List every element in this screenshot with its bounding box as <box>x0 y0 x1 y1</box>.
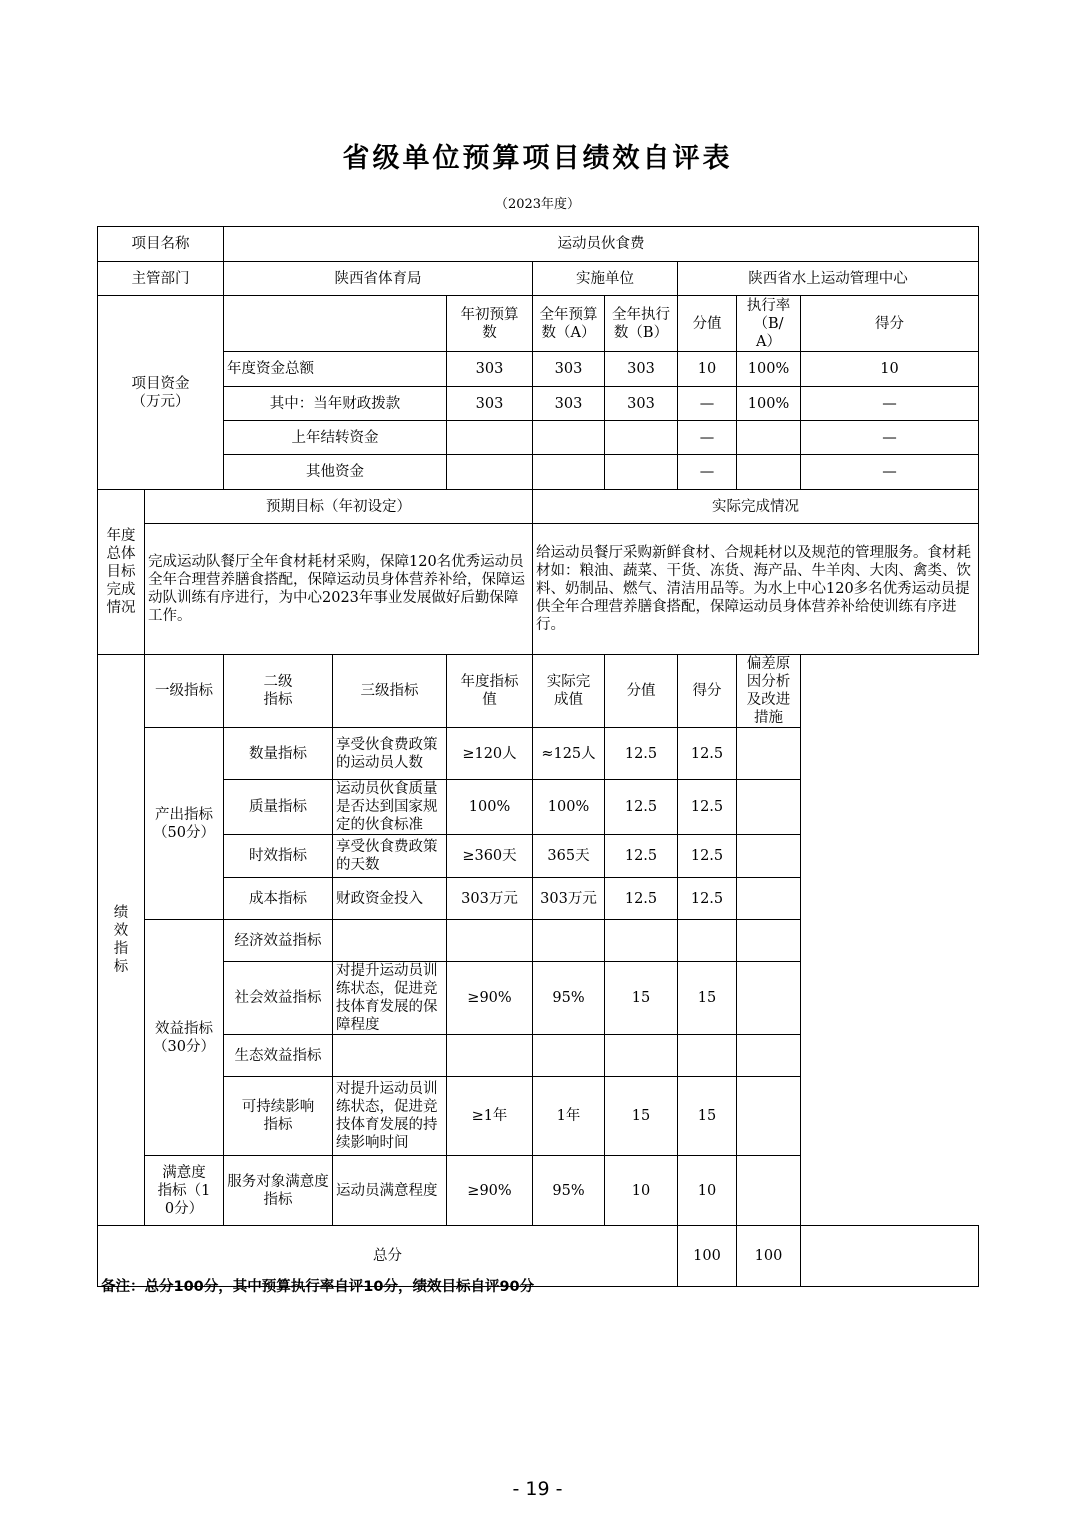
row-level2: 时效指标 <box>224 835 333 878</box>
funds-row-initial <box>447 421 533 455</box>
goals-label: 年度总体目标完成情况 <box>98 490 145 655</box>
funds-row-rate: 100% <box>737 352 801 387</box>
row-actual <box>533 920 605 962</box>
row-actual: 365天 <box>533 835 605 878</box>
funds-row <box>98 421 979 455</box>
funds-header-annual: 全年预算数（A） <box>533 296 605 352</box>
header-level3: 三级指标 <box>333 655 447 728</box>
row-reason <box>737 962 801 1035</box>
row-actual: 1年 <box>533 1077 605 1156</box>
indicator-row <box>98 1077 979 1156</box>
indicators-label: 绩效指标 <box>98 655 145 1226</box>
funds-row-name: 其他资金 <box>224 455 447 490</box>
row-level2: 质量指标 <box>224 780 333 835</box>
year-subtitle: （2023年度） <box>494 197 581 212</box>
evaluation-table <box>97 226 979 1287</box>
funds-row-score-value: — <box>678 455 737 490</box>
total-reason <box>801 1226 979 1287</box>
funds-row <box>98 352 979 387</box>
row-target <box>447 920 533 962</box>
funds-header-initial: 年初预算数 <box>447 296 533 352</box>
funds-row-annual <box>533 455 605 490</box>
row-target: ≥360天 <box>447 835 533 878</box>
row-reason <box>737 780 801 835</box>
row-level2: 社会效益指标 <box>224 962 333 1035</box>
header-reason: 偏差原因分析及改进措施 <box>737 655 801 728</box>
funds-row-score-value: 10 <box>678 352 737 387</box>
funds-row-score: 10 <box>801 352 979 387</box>
row-actual: 95% <box>533 1156 605 1226</box>
row-reason <box>737 1156 801 1226</box>
department-row <box>98 262 979 296</box>
header-level1: 一级指标 <box>145 655 224 728</box>
row-reason <box>737 920 801 962</box>
indicator-row <box>98 1035 979 1077</box>
row-score: 12.5 <box>678 728 737 780</box>
funds-row-rate <box>737 421 801 455</box>
row-level3: 运动员满意程度 <box>333 1156 447 1226</box>
row-target: 303万元 <box>447 878 533 920</box>
funds-row-annual: 303 <box>533 387 605 421</box>
row-level3: 运动员伙食质量是否达到国家规定的伙食标准 <box>333 780 447 835</box>
dept-value: 陕西省体育局 <box>224 262 533 296</box>
funds-row-annual: 303 <box>533 352 605 387</box>
row-level3: 享受伙食费政策的运动员人数 <box>333 728 447 780</box>
row-score-value: 15 <box>605 962 678 1035</box>
row-target <box>447 1035 533 1077</box>
row-actual: 100% <box>533 780 605 835</box>
funds-row-executed <box>605 455 678 490</box>
row-level3: 财政资金投入 <box>333 878 447 920</box>
funds-row-rate <box>737 455 801 490</box>
funds-label: 项目资金（万元） <box>98 296 224 490</box>
total-value: 100 <box>678 1226 737 1287</box>
funds-header-score: 得分 <box>801 296 979 352</box>
goals-expected-text: 完成运动队餐厅全年食材耗材采购，保障120名优秀运动员全年合理营养膳食搭配，保障运动员身体营养补给，保障运动队训练有序进行，为中心2023年事业发展做好后勤保障工作。 <box>145 524 533 655</box>
indicator-row <box>98 962 979 1035</box>
total-score: 100 <box>737 1226 801 1287</box>
funds-header-rate: 执行率（B/A） <box>737 296 801 352</box>
row-target: ≥120人 <box>447 728 533 780</box>
funds-row-annual <box>533 421 605 455</box>
row-actual: 95% <box>533 962 605 1035</box>
header-actual: 实际完成值 <box>533 655 605 728</box>
goals-text-row <box>98 524 979 655</box>
row-level2: 经济效益指标 <box>224 920 333 962</box>
footnote: 备注：总分100分，其中预算执行率自评10分，绩效目标自评90分 <box>101 1279 535 1295</box>
row-target: ≥90% <box>447 1156 533 1226</box>
row-level2: 可持续影响指标 <box>224 1077 333 1156</box>
row-actual <box>533 1035 605 1077</box>
project-name-value: 运动员伙食费 <box>224 227 979 262</box>
row-target: ≥1年 <box>447 1077 533 1156</box>
project-name-row <box>98 227 979 262</box>
header-score: 得分 <box>678 655 737 728</box>
funds-row-initial: 303 <box>447 352 533 387</box>
funds-row-name: 年度资金总额 <box>224 352 447 387</box>
row-score-value: 12.5 <box>605 878 678 920</box>
page-number: - 19 - <box>512 1478 563 1500</box>
row-reason <box>737 1077 801 1156</box>
row-score <box>678 1035 737 1077</box>
row-score: 10 <box>678 1156 737 1226</box>
impl-label: 实施单位 <box>533 262 678 296</box>
row-level3: 对提升运动员训练状态，促进竞技体育发展的保障程度 <box>333 962 447 1035</box>
funds-row-score: — <box>801 387 979 421</box>
row-reason <box>737 878 801 920</box>
row-level3: 对提升运动员训练状态，促进竞技体育发展的持续影响时间 <box>333 1077 447 1156</box>
row-score: 12.5 <box>678 835 737 878</box>
goals-actual-label: 实际完成情况 <box>533 490 979 524</box>
indicator-row <box>98 1156 979 1226</box>
row-score-value: 15 <box>605 1077 678 1156</box>
page-title: 省级单位预算项目绩效自评表 <box>342 143 733 174</box>
indicator-row <box>98 835 979 878</box>
funds-row-name: 上年结转资金 <box>224 421 447 455</box>
funds-header-row <box>98 296 979 352</box>
row-score <box>678 920 737 962</box>
row-actual: 303万元 <box>533 878 605 920</box>
funds-row-executed <box>605 421 678 455</box>
funds-row-score: — <box>801 455 979 490</box>
total-label: 总分 <box>98 1226 678 1287</box>
funds-row <box>98 387 979 421</box>
funds-row-initial <box>447 455 533 490</box>
row-score: 15 <box>678 962 737 1035</box>
row-reason <box>737 728 801 780</box>
indicator-row <box>98 920 979 962</box>
row-level3: 享受伙食费政策的天数 <box>333 835 447 878</box>
row-target: ≥90% <box>447 962 533 1035</box>
row-score-value: 12.5 <box>605 780 678 835</box>
header-score-value: 分值 <box>605 655 678 728</box>
funds-header-score-value: 分值 <box>678 296 737 352</box>
funds-row-name: 其中：当年财政拨款 <box>224 387 447 421</box>
row-score-value: 12.5 <box>605 728 678 780</box>
group-satisfaction: 满意度指标（10分） <box>145 1156 224 1226</box>
header-level2: 二级指标 <box>224 655 333 728</box>
row-score: 12.5 <box>678 878 737 920</box>
row-reason <box>737 1035 801 1077</box>
row-score-value: 12.5 <box>605 835 678 878</box>
row-score-value <box>605 920 678 962</box>
row-level3 <box>333 920 447 962</box>
group-benefit: 效益指标（30分） <box>145 920 224 1156</box>
funds-row-score: — <box>801 421 979 455</box>
goals-actual-text: 给运动员餐厅采购新鲜食材、合规耗材以及规范的管理服务。食材耗材如：粮油、蔬菜、干货、冻货、海产品、牛羊肉、大肉、禽类、饮料、奶制品、燃气、清洁用品等。为水上中心120多名优秀运动员提供全年合理营养膳食搭配，保障运动员身体营养补给使训练有序进行。 <box>533 524 979 655</box>
funds-row-initial: 303 <box>447 387 533 421</box>
project-name-label: 项目名称 <box>98 227 224 262</box>
funds-row-executed: 303 <box>605 387 678 421</box>
row-level3 <box>333 1035 447 1077</box>
row-level2: 数量指标 <box>224 728 333 780</box>
funds-header-blank <box>224 296 447 352</box>
funds-row-score-value: — <box>678 387 737 421</box>
group-output: 产出指标（50分） <box>145 728 224 920</box>
funds-row <box>98 455 979 490</box>
indicator-row <box>98 878 979 920</box>
row-actual: ≈125人 <box>533 728 605 780</box>
row-level2: 生态效益指标 <box>224 1035 333 1077</box>
row-score-value: 10 <box>605 1156 678 1226</box>
row-score: 15 <box>678 1077 737 1156</box>
funds-header-executed: 全年执行数（B） <box>605 296 678 352</box>
goals-header-row <box>98 490 979 524</box>
indicator-row <box>98 728 979 780</box>
indicators-header-row <box>98 655 979 728</box>
header-target: 年度指标值 <box>447 655 533 728</box>
funds-row-rate: 100% <box>737 387 801 421</box>
row-reason <box>737 835 801 878</box>
row-score-value <box>605 1035 678 1077</box>
impl-value: 陕西省水上运动管理中心 <box>678 262 979 296</box>
indicator-row <box>98 780 979 835</box>
row-level2: 成本指标 <box>224 878 333 920</box>
funds-row-executed: 303 <box>605 352 678 387</box>
funds-row-score-value: — <box>678 421 737 455</box>
row-target: 100% <box>447 780 533 835</box>
row-level2: 服务对象满意度指标 <box>224 1156 333 1226</box>
goals-expected-label: 预期目标（年初设定） <box>145 490 533 524</box>
row-score: 12.5 <box>678 780 737 835</box>
dept-label: 主管部门 <box>98 262 224 296</box>
